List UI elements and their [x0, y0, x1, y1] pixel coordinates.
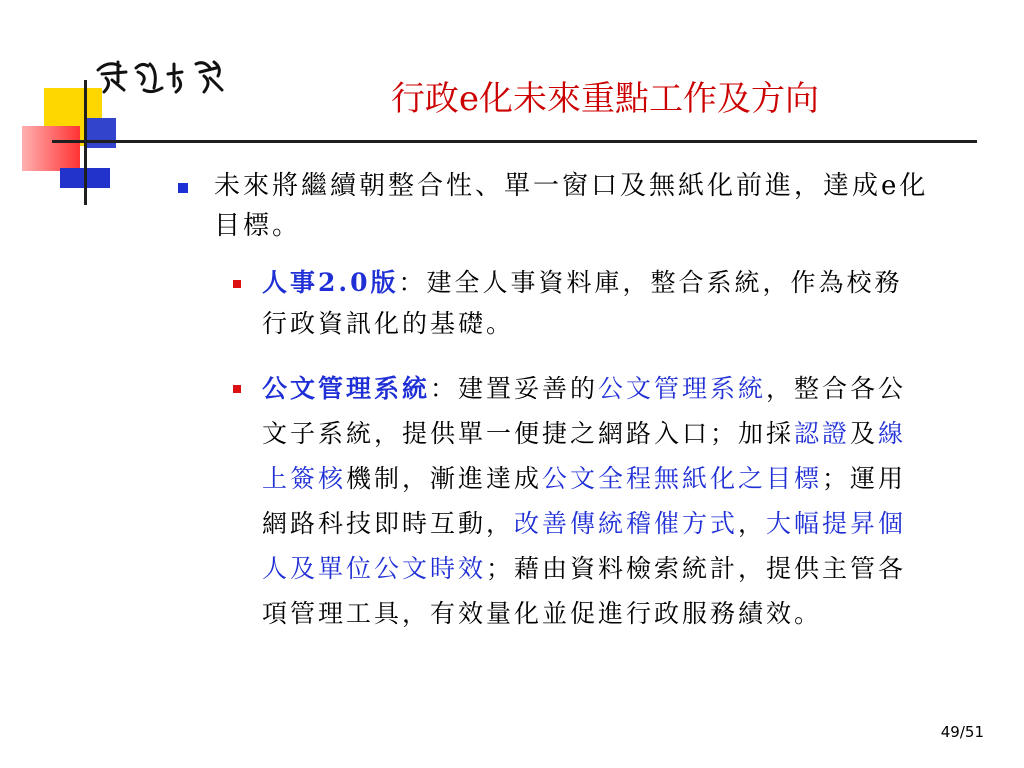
bullet-body: ：建全人事資料庫，整合系統，作為校務行政資訊化的基礎。: [262, 268, 903, 338]
bullet-text-hr-2: [262, 262, 922, 344]
decor-blue-square-small: [86, 118, 116, 148]
highlight-text: 改善傳統稽催方式: [514, 509, 739, 538]
slide-title: 行政e化未來重點工作及方向: [390, 79, 820, 119]
text-segment: ：建置妥善的: [430, 374, 599, 403]
text-segment: ，整合各公文子系統，提供單一便捷之網路入口；加採: [262, 374, 907, 448]
page-number: 49/51: [940, 723, 984, 741]
text-segment: ，: [738, 509, 767, 538]
highlight-text: 公文全程無紙化之目標: [542, 464, 823, 493]
bullet-marker-level1: [178, 183, 188, 193]
logo: [92, 50, 242, 100]
decor-squares: [0, 0, 140, 210]
bullet-label: 人事2.0版: [262, 268, 399, 297]
title-divider: [92, 140, 977, 143]
bullet-marker-level2: [233, 280, 241, 288]
decor-red-square: [22, 126, 80, 171]
highlight-text: 線上簽核: [262, 419, 907, 493]
highlight-text: 認證: [794, 419, 851, 448]
text-segment: ；運用網路科技即時互動，: [262, 464, 907, 538]
bullet-marker-level2: [233, 385, 241, 393]
text-segment: 機制，漸進達成: [346, 464, 543, 493]
text-segment: 及: [850, 419, 879, 448]
bullet-label: 公文管理系統: [262, 374, 431, 403]
highlight-text: 公文管理系統: [598, 374, 767, 403]
bullet-text-document-system: [262, 366, 922, 636]
text-segment: ；藉由資料檢索統計，提供主管各項管理工具，有效量化並促進行政服務績效。: [262, 554, 907, 628]
bullet-text-level1: 未來將繼續朝整合性、單一窗口及無紙化前進，達成e化目標。: [214, 171, 929, 241]
highlight-text: 大幅提昇個人及單位公文時效: [262, 509, 907, 583]
